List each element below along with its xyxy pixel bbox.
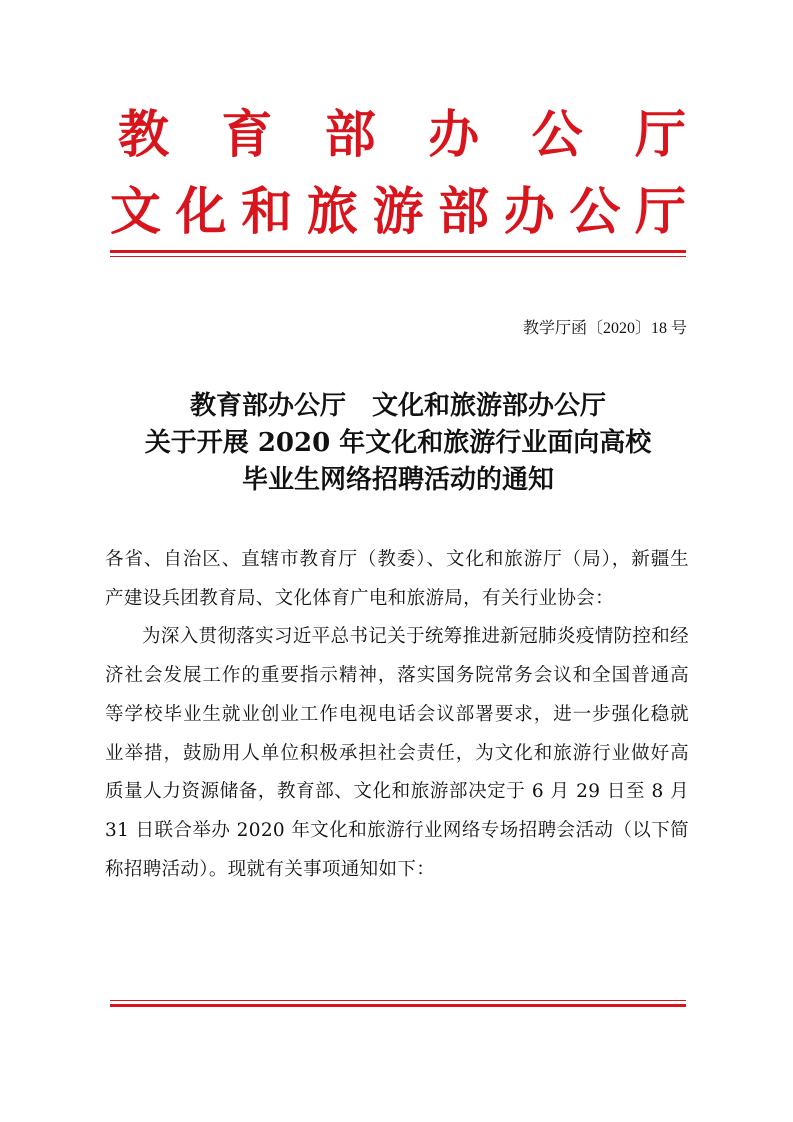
issuer-line-1: 教 育 部 办 公 厅 (118, 105, 686, 165)
footer-rule-thick (110, 1004, 686, 1007)
title-line-1: 教育部办公厅 文化和旅游部办公厅 (189, 391, 606, 421)
title-line-2: 关于开展 2020 年文化和旅游行业面向高校 (144, 428, 652, 458)
header-rule-thin (110, 256, 686, 257)
footer-rule-thin (110, 1000, 686, 1001)
document-body (105, 541, 689, 889)
body-paragraph: 为深入贯彻落实习近平总书记关于统筹推进新冠肺炎疫情防控和经济社会发展工作的重要指示精神，落实国务院常务会议和全国普通高等学校毕业生就业创业工作电视电话会议部署要求，进一步强化稳就业举措，鼓励用人单位积极承担社会责任，为文化和旅游行业做好高质量人力资源储备，教育部、文化和旅游部决定于 6 月 29 日至 8 月 31 日联合举办 2020 年文化和旅游行业网络专场招聘会活动（以下简称招聘活动）。现就有关事项通知如下： (105, 626, 689, 880)
header-rule-thick (110, 250, 686, 253)
document-number: 教学厅函〔2020〕18 号 (522, 320, 687, 337)
issuer-line-2: 文化和旅游部办公厅 (110, 182, 686, 242)
salutation: 各省、自治区、直辖市教育厅（教委）、文化和旅游厅（局），新疆生产建设兵团教育局、文化体育广电和旅游局，有关行业协会： (105, 549, 689, 609)
title-line-3: 毕业生网络招聘活动的通知 (241, 465, 554, 495)
